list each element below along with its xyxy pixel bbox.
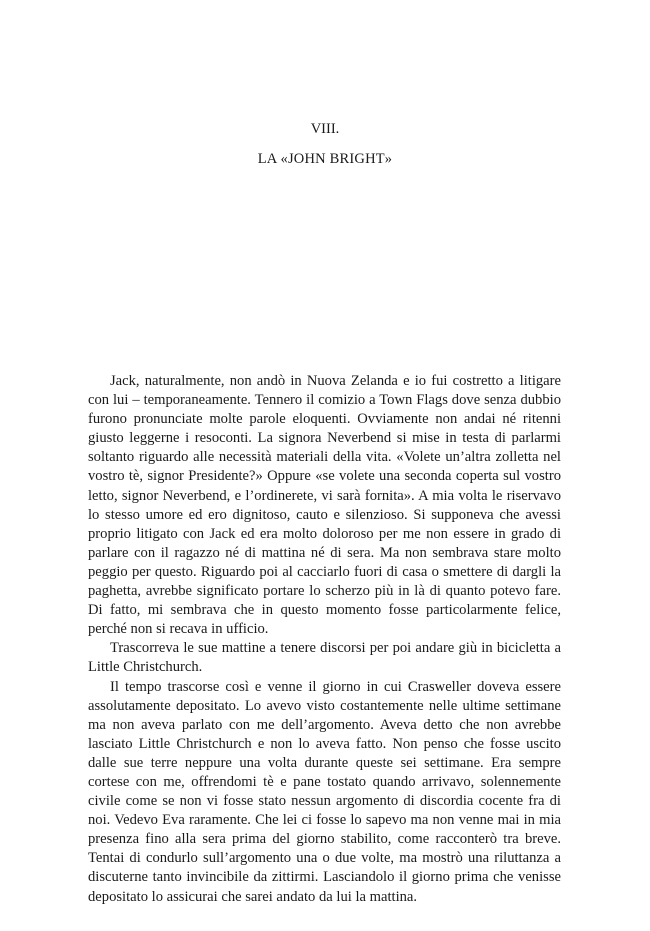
chapter-number: VIII. [310, 121, 340, 137]
paragraph: Trascorreva le sue mattine a tenere discorsi per poi andare giù in bicicletta a Little Christchurch. [88, 640, 561, 676]
chapter-title: LA «JOHN BRIGHT» [257, 151, 393, 167]
paragraph: Il tempo trascorse così e venne il giorno in cui Crasweller doveva essere assolutamente depositato. Lo avevo visto costantemente nelle ultime settimane ma non aveva parlato con me dell’argomento. Aveva detto che non avrebbe lasciato Little Christchurch e non lo aveva fatto. Non penso che fosse uscito dalle sue terre neppure una volta durante queste sei settimane. Era sempre cortese con me, offrendomi tè e pane tostato quando arrivavo, solennemente civile come se non vi fosse stato nessun argomento di discordia cocente fra di noi. Vedevo Eva raramente. Che lei ci fosse lo sapevo ma non venne mai in mia presenza fino alla sera prima del giorno stabilito, come racconterò tra breve. Tentai di condurlo sull’argomento una o due volte, ma mostrò una riluttanza a discuterne tanto invincibile da zittirmi. Lasciandolo il giorno prima che venisse depositato lo assicurai che sarei andato da lui la mattina. [88, 678, 561, 905]
paragraph: Jack, naturalmente, non andò in Nuova Zelanda e io fui costretto a litigare con lui – temporaneamente. Tennero il comizio a Town Flags dove senza dubbio furono pronunciate molte parole eloquenti. Ovviamente non andai né ritenni giusto leggerne i resoconti. La signora Neverbend si mise in testa di parlarmi soltanto riguardo alle necessità materiali della vita. «Volete un’altra zolletta nel vostro tè, signor Presidente?» Oppure «se volete una seconda coperta sul vostro letto, signor Neverbend, e l’ordinerete, vi sarà fornita». A mia volta le riservavo lo stesso umore ed ero dignitoso, cauto e silenzioso. Si supponeva che avessi proprio litigato con Jack ed era molto doloroso per me non essere in grado di parlare con il ragazzo né di mattina né di sera. Ma non sembrava stare molto peggio per questo. Riguardo poi al cacciarlo fuori di casa o smettere di dargli la paghetta, avrebbe significato portare lo scherzo più in là di quanto potevo fare. Di fatto, mi sembrava che in questo momento fosse particolarmente felice, perché non si recava in ufficio. [88, 373, 561, 638]
body-text [88, 372, 561, 907]
